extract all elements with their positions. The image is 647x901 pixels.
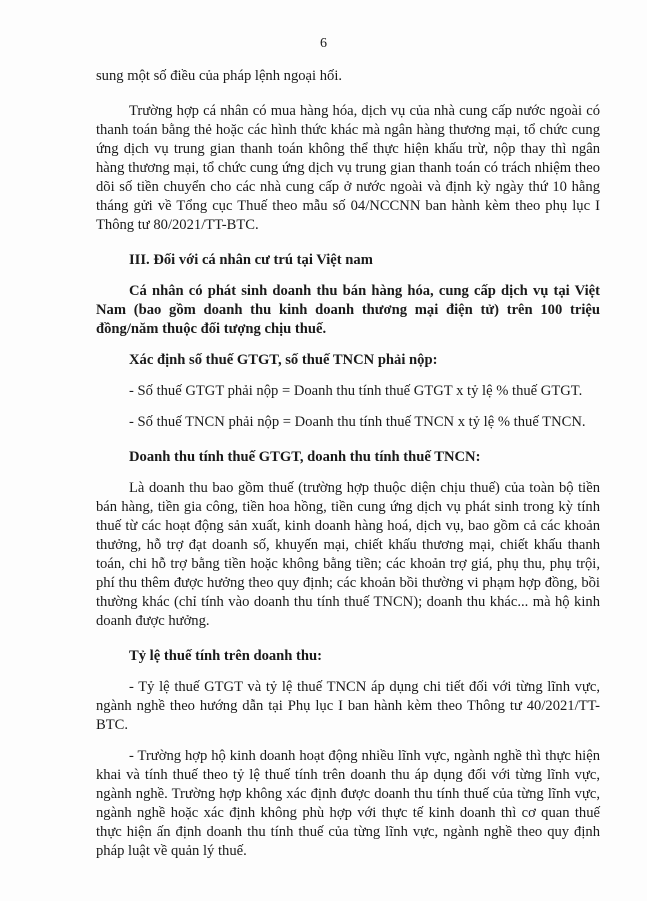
paragraph-pit-formula: - Số thuế TNCN phải nộp = Doanh thu tính thuế TNCN x tỷ lệ % thuế TNCN. [129,414,586,430]
paragraph-multiple-fields: - Trường hợp hộ kinh doanh hoạt động nhiều lĩnh vực, ngành nghề thì thực hiện khai và tính thuế theo tỷ lệ thuế tính trên doanh thu áp dụng đối với từng lĩnh vực, ngành nghề. Trường hợp không xác định được doanh thu tính thuế của từng lĩnh vực, ngành nghề hoặc xác định không phù hợp với thực tế kinh doanh thì cơ quan thuế thực hiện ấn định doanh thu tính thuế của từng lĩnh vực, ngành nghề theo quy định pháp luật về quản lý thuế. [96,748,600,859]
paragraph-continuation: sung một số điều của pháp lệnh ngoại hối. [96,68,343,84]
paragraph-rate-details: - Tỷ lệ thuế GTGT và tỷ lệ thuế TNCN áp dụng chi tiết đối với từng lĩnh vực, ngành nghề theo hướng dẫn tại Phụ lục I ban hành kèm theo Thông tư 40/2021/TT-BTC. [96,679,600,733]
section-heading-resident: III. Đối với cá nhân cư trú tại Việt nam [129,252,373,268]
page-content [96,67,600,873]
heading-tax-calculation: Xác định số thuế GTGT, số thuế TNCN phải nộp: [129,352,438,368]
heading-taxable-revenue: Doanh thu tính thuế GTGT, doanh thu tính thuế TNCN: [129,449,481,465]
paragraph-foreign-supplier: Trường hợp cá nhân có mua hàng hóa, dịch vụ của nhà cung cấp nước ngoài có thanh toán bằng thẻ hoặc các hình thức khác mà ngân hàng thương mại, tổ chức cung ứng dịch vụ trung gian thanh toán không thể thực hiện khấu trừ, nộp thay thì ngân hàng thương mại, tổ chức cung ứng dịch vụ trung gian thanh toán có trách nhiệm theo dõi số tiền chuyển cho các nhà cung cấp ở nước ngoài và định kỳ ngày thứ 10 hằng tháng gửi về Tổng cục Thuế theo mẫu số 04/NCCNN ban hành kèm theo phụ lục I Thông tư 80/2021/TT-BTC. [96,103,600,233]
paragraph-taxable-subject: Cá nhân có phát sinh doanh thu bán hàng hóa, cung cấp dịch vụ tại Việt Nam (bao gồm doanh thu kinh doanh thương mại điện tử) trên 100 triệu đồng/năm thuộc đối tượng chịu thuế. [96,283,600,337]
paragraph-revenue-definition: Là doanh thu bao gồm thuế (trường hợp thuộc diện chịu thuế) của toàn bộ tiền bán hàng, tiền gia công, tiền hoa hồng, tiền cung ứng dịch vụ phát sinh trong kỳ tính thuế từ các hoạt động sản xuất, kinh doanh hàng hoá, dịch vụ, bao gồm cả các khoản thưởng, hỗ trợ đạt doanh số, khuyến mại, chiết khấu thương mại, chiết khấu thanh toán, chi hỗ trợ bằng tiền hoặc không bằng tiền; các khoản trợ giá, phụ thu, phụ trội, phí thu thêm được hưởng theo quy định; các khoản bồi thường vi phạm hợp đồng, bồi thường khác (chỉ tính vào doanh thu tính thuế TNCN); doanh thu khác... mà hộ kinh doanh được hưởng. [96,480,600,629]
heading-tax-rate: Tỷ lệ thuế tính trên doanh thu: [129,648,322,664]
paragraph-vat-formula: - Số thuế GTGT phải nộp = Doanh thu tính thuế GTGT x tỷ lệ % thuế GTGT. [129,383,583,399]
page-number: 6 [320,36,327,51]
